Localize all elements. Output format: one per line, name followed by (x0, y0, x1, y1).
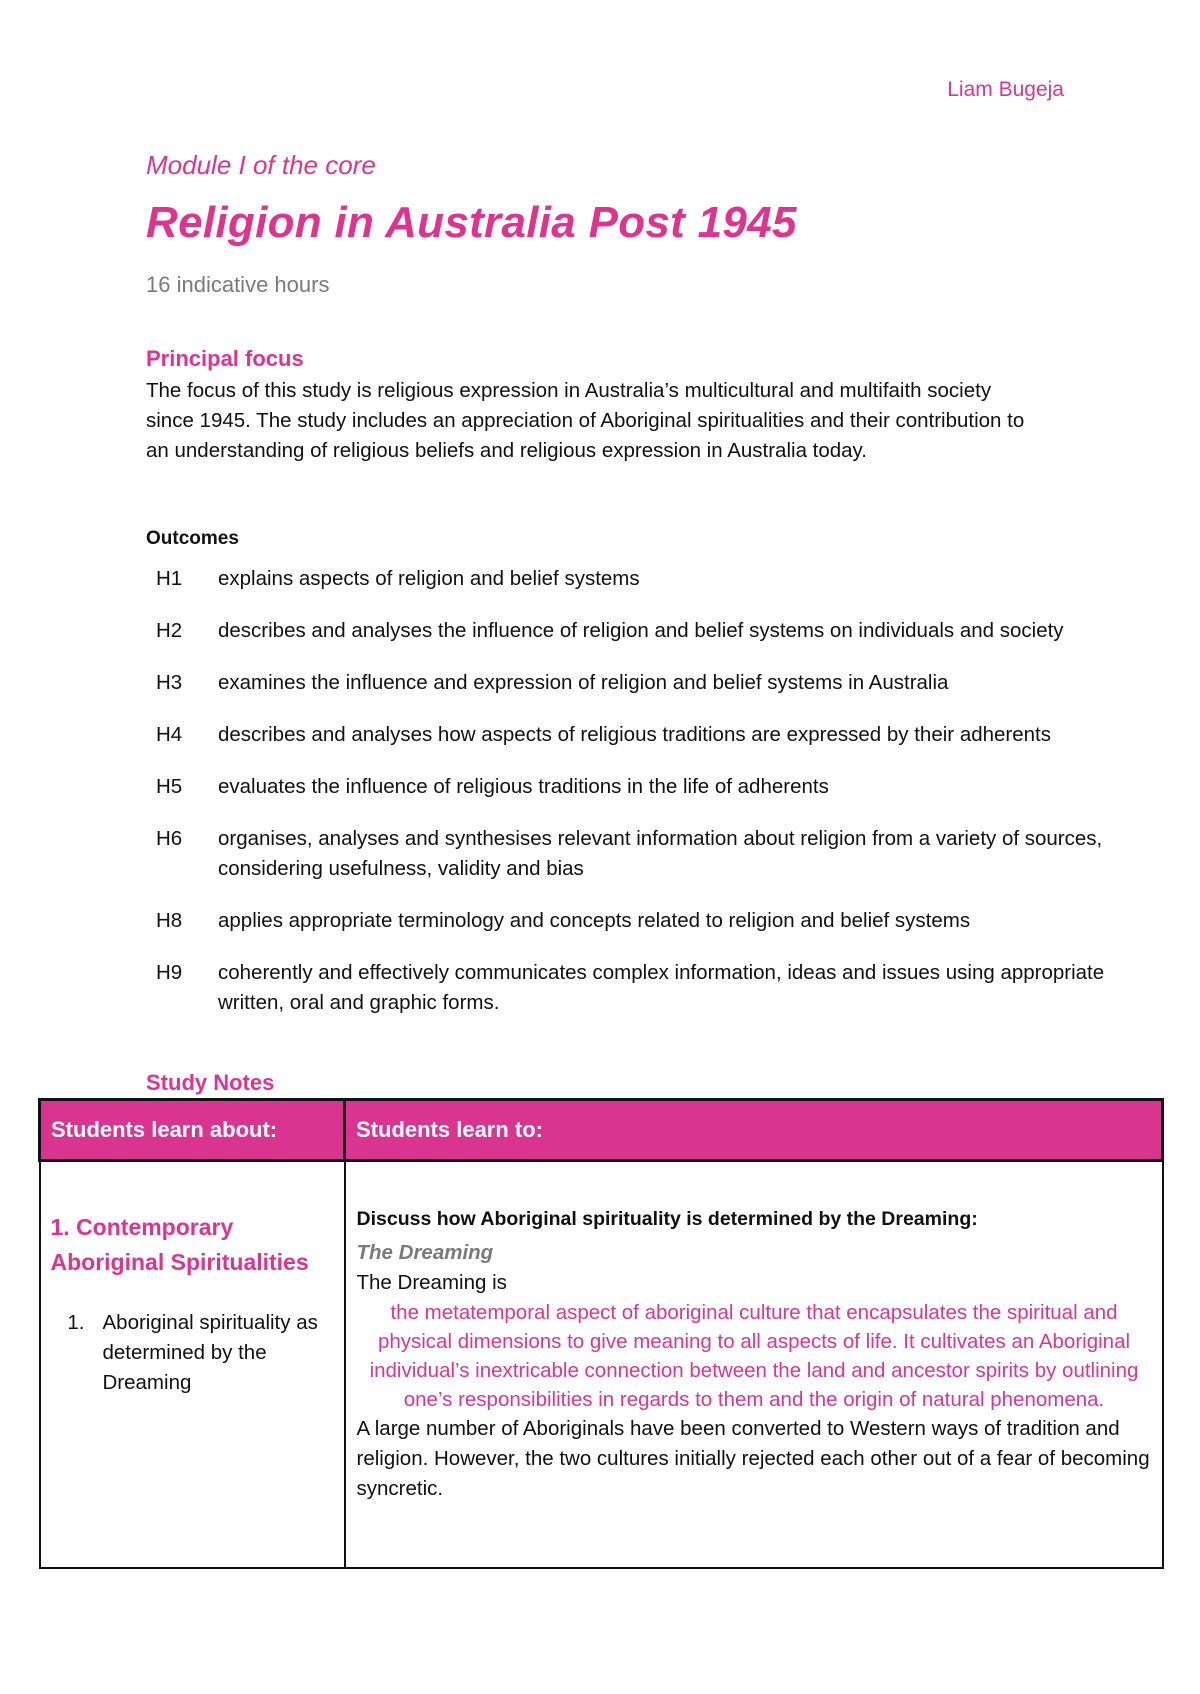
outcome-description: evaluates the influence of religious traditions in the life of adherents (218, 775, 829, 798)
learn-about-cell (40, 1161, 345, 1569)
study-notes-table (38, 1098, 1164, 1569)
conversion-paragraph: A large number of Aboriginals have been converted to Western ways of tradition and religion. However, the two cultures initially rejected each other out of a fear of becoming syncretic. (356, 1417, 1150, 1500)
column-header-learn-to: Students learn to: (345, 1100, 1163, 1161)
list-item (51, 1308, 334, 1398)
outcome-item (156, 958, 1156, 1018)
outcome-code: H2 (156, 619, 183, 642)
outcome-description: describes and analyses how aspects of religious traditions are expressed by their adherents (218, 723, 1051, 746)
outcome-item (156, 720, 1156, 750)
outcome-code: H1 (156, 567, 183, 590)
principal-focus-text: The focus of this study is religious expression in Australia’s multicultural and multifaith society since 1945. The study includes an appreciation of Aboriginal spiritualities and their contribution to an understanding of religious beliefs and religious expression in Australia today. (146, 379, 1025, 462)
list-item-text: Aboriginal spirituality as determined by the Dreaming (102, 1311, 318, 1394)
outcome-description: coherently and effectively communicates complex information, ideas and issues using appropriate written, oral and graphic forms. (218, 961, 1105, 1014)
dreaming-intro: The Dreaming is (356, 1271, 507, 1294)
discuss-prompt: Discuss how Aboriginal spirituality is determined by the Dreaming: (356, 1208, 978, 1230)
indicative-hours: 16 indicative hours (146, 272, 330, 297)
outcome-item (156, 668, 1156, 698)
page-title: Religion in Australia Post 1945 (146, 198, 797, 247)
outcome-description: applies appropriate terminology and concepts related to religion and belief systems (218, 909, 971, 932)
outcome-item (156, 772, 1156, 802)
module-label: Module I of the core (146, 150, 376, 180)
outcome-item (156, 616, 1156, 646)
column-header-learn-about: Students learn about: (40, 1100, 345, 1161)
study-notes-heading: Study Notes (146, 1070, 275, 1095)
outcome-description: examines the influence and expression of religion and belief systems in Australia (218, 671, 949, 694)
author-name: Liam Bugeja (947, 78, 1064, 101)
dreaming-label: The Dreaming (356, 1241, 494, 1264)
outcomes-heading: Outcomes (146, 528, 239, 549)
table-row (40, 1161, 1163, 1569)
outcome-code: H6 (156, 827, 183, 850)
outcome-code: H3 (156, 671, 183, 694)
outcome-item (156, 564, 1156, 594)
learn-to-cell (345, 1161, 1163, 1569)
outcomes-list (156, 564, 1156, 1040)
list-number: 1. (67, 1311, 85, 1334)
table-header-row (40, 1100, 1163, 1161)
principal-focus-heading: Principal focus (146, 346, 304, 371)
dreaming-definition: the metatemporal aspect of aboriginal culture that encapsulates the spiritual and physical dimensions to give meaning to all aspects of life. It cultivates an Aboriginal individual’s inextricable connection between the land and ancestor spirits by outlining one’s responsibilities in regards to them and the origin of natural phenomena. (369, 1301, 1139, 1411)
outcome-item (156, 824, 1156, 884)
outcome-code: H5 (156, 775, 183, 798)
outcome-code: H8 (156, 909, 183, 932)
outcome-description: organises, analyses and synthesises relevant information about religion from a variety of sources, considering usefulness, validity and bias (218, 827, 1103, 880)
outcome-code: H9 (156, 961, 183, 984)
outcome-code: H4 (156, 723, 183, 746)
outcome-description: describes and analyses the influence of religion and belief systems on individuals and society (218, 619, 1064, 642)
topic-heading: 1. Contemporary Aboriginal Spiritualities (50, 1214, 309, 1275)
outcome-description: explains aspects of religion and belief systems (218, 567, 640, 590)
outcome-item (156, 906, 1156, 936)
